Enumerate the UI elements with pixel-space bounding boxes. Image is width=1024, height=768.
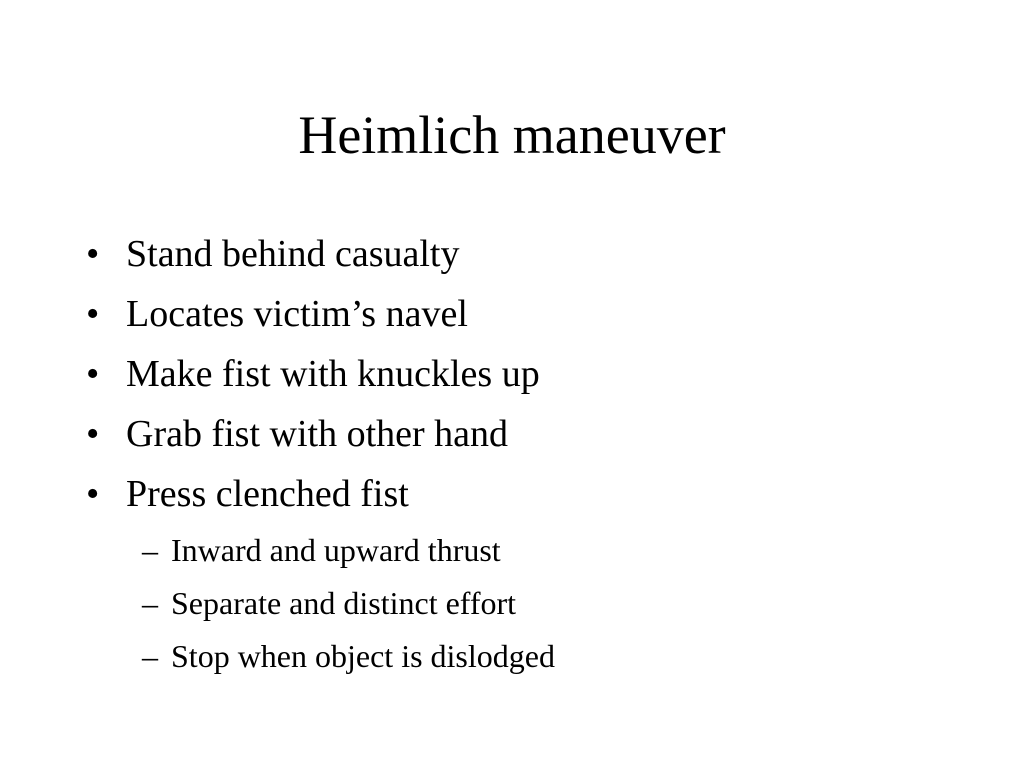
sub-bullet-text: Separate and distinct effort bbox=[171, 585, 517, 621]
bullet-marker: • bbox=[86, 293, 100, 335]
bullet-marker: • bbox=[86, 473, 100, 515]
sub-bullet-text: Inward and upward thrust bbox=[171, 532, 501, 568]
sub-bullet-marker: – bbox=[142, 532, 158, 568]
bullet-text: Stand behind casualty bbox=[126, 233, 460, 275]
bullet-marker: • bbox=[86, 413, 100, 455]
sub-bullet-marker: – bbox=[142, 638, 158, 674]
bullet-marker: • bbox=[86, 353, 100, 395]
bullet-text: Locates victim’s navel bbox=[126, 293, 468, 335]
sub-bullet-marker: – bbox=[142, 585, 158, 621]
bullet-text: Grab fist with other hand bbox=[126, 413, 509, 455]
sub-bullet-text: Stop when object is dislodged bbox=[171, 638, 555, 674]
bullet-text: Make fist with knuckles up bbox=[126, 353, 540, 395]
bullet-text: Press clenched fist bbox=[126, 473, 409, 515]
bullet-marker: • bbox=[86, 233, 100, 275]
slide-title: Heimlich maneuver bbox=[298, 105, 726, 165]
